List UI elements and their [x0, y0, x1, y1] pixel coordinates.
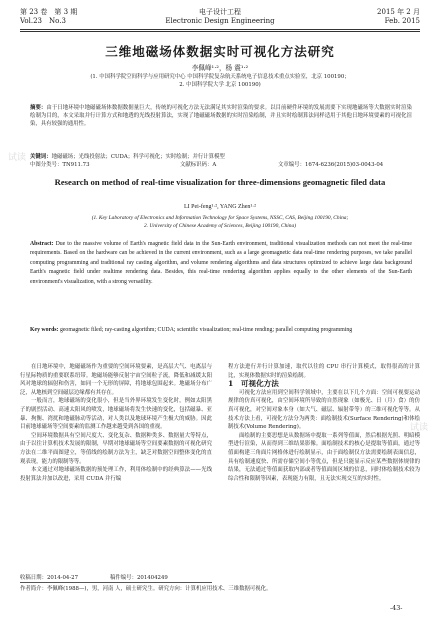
- date-cn: 2015 年 2 月: [377, 8, 420, 16]
- section-heading: 1 可视化方法: [228, 379, 279, 389]
- affiliations-en: [45, 214, 395, 230]
- keywords-cn-text: 地磁磁场；光线投射法；CUDA；科学可视化；实时绘制；并行计算模型: [51, 154, 225, 160]
- volume-issue-en: Vol.23 No.3: [20, 17, 66, 25]
- body-paragraph: 在日地环境中，地磁磁场作为重要的空间环境要素，是高层大气、电离层与行星际物质的重要联系纽带。地磁场能够反射宇宙空间粒子流，降低和减缓太阳风对地球的辐射和伤害，如同一个无形的屏障，将地球包围起来。地磁场分布广泛，从地核到空间磁层边缘都有其存在。: [20, 364, 212, 396]
- document-code: 文献标识码：A: [180, 162, 217, 168]
- abstract-en: [30, 240, 412, 287]
- date-en: Feb. 2015: [384, 17, 420, 25]
- paper-title-en: Research on method of real-time visualization for three-dimensions geomagnetic filed data: [54, 177, 386, 187]
- authors-en: LI Pei-feng¹·², YANG Zhen¹·²: [184, 204, 256, 210]
- keywords-cn-label: 关键词：: [30, 154, 52, 160]
- article-number: 文章编号：1674-6236(2015)03-0043-04: [278, 162, 384, 168]
- abstract-cn: [30, 104, 412, 129]
- journal-name-en: Electronic Design Engineering: [165, 17, 275, 25]
- affiliation-en-1: (1. Key Laboratory of Electronics and Information Technology for Space Systems, NSSC, CAS, Beijing 100190, China;: [91, 215, 349, 221]
- affiliations-cn: [40, 73, 400, 89]
- affiliation-cn-2: 2. 中国科学院大学 北京 100190): [179, 82, 261, 88]
- header-rule: [20, 29, 420, 30]
- abstract-cn-label: 摘要：: [30, 105, 47, 111]
- abstract-en-text: Due to the massive volume of Earth's magnetic field data in the Sun-Earth environment, traditional visualization methods can not meet the real-time requirements. Based on the hardware can be achieved in the current environment, such as a large geomagnetic data real-time rendering purposes, we take parallel computing programming and traditional ray casting algorithm, and volume rendering algorithms and data structures optimized to achieve large data background Earth's magnetic field under realtime rendering data. Besides, this real-time rendering algorithm applies equally to the other elements of the Sun-Earth environment's visualization, with a strong versatility.: [30, 241, 412, 285]
- body-paragraph: 空间环境数据具有空间尺度大、变化复杂、数据种类多、数据量大等特点，由于以往计算机技术发展的限制，早期对地球磁场等空间要素数据的可视化研究方法在二维平面图建立，等值线的绘制方法为主，缺乏对数据空间整体变化的直观表现，能力的限制等等。: [20, 432, 212, 465]
- header-rule-2: [20, 31, 420, 32]
- journal-name-cn: 电子设计工程: [199, 8, 241, 16]
- author-footnote: 作者简介：李佩峰(1988—)，男，河南 人，硕士研究生。研究方向：计算机应用技术、三维数据可视化。: [20, 586, 272, 592]
- body-paragraph: 本文通过对地球磁场数据的预处理工作，利用体绘制中的经典算法——光线投射算法并加以改进，采用 CUDA 并行编: [20, 467, 212, 482]
- page-number: -43-: [390, 604, 403, 612]
- clc-number: 中图分类号：TN911.73: [30, 162, 90, 168]
- keywords-cn: [30, 153, 412, 161]
- affiliation-cn-1: (1. 中国科学院空间科学与应用研究中心 中国科学院复杂航天系统电子信息技术重点实验室，北京 100190；: [90, 74, 350, 80]
- footnote-rule: [20, 582, 212, 583]
- affiliation-en-2: 2. University of Chinese Academy of Sciences, Beijing 100190, China): [143, 223, 296, 229]
- body-paragraph: 可视化方法应用到空间科学领域中，主要在以下几个方面：空间可视要运动规律的仿真可视化，由空间环境所导致的自然现象（如极光、日（月）食）的仿真可视化，对空间对象本身（如大气、磁层、辐射带等）的三维可视化等等。从技术方法上看，可视化方法分为两类：面绘制技术(Surface Rendering)和体绘制技术(Volume Rendering)。: [228, 389, 420, 431]
- abstract-en-label: Abstract:: [30, 241, 54, 247]
- abstract-cn-text: 由于日地环境中地磁磁场体数据数据量巨大，传统的可视化方法无法满足其实时渲染的要求。以目前硬件环境的发展需要下实现地磁场等大数据实时渲染绘制为目的，本文采取并行计算方式和地透的光线投射算法，实现了地磁磁场数据的实时渲染绘制，并且实时绘制算法同样适用于其他日地环境要素的可视化渲染，具有较强的通用性。: [30, 105, 412, 128]
- watermark-text: 试读: [410, 423, 429, 433]
- paper-title-cn: 三维地磁场体数据实时可视化方法研究: [105, 44, 335, 59]
- keywords-en-label: Key words:: [30, 327, 59, 333]
- manuscript-number: 稿件编号：201404249: [110, 575, 168, 581]
- authors-cn: 李佩峰¹·²，杨 震¹·²: [191, 64, 249, 72]
- volume-issue-cn: 第 23 卷 第 3 期: [20, 8, 78, 16]
- body-left-column: [20, 363, 212, 483]
- body-paragraph: 面绘制的主要思想是从数据场中提取一系列等值面，然后根据光照、明暗模型进行渲染，从而得到三维结果影像。面绘制技术的核心是提取等值面，通过等值面构建三角面片网格体进行绘制显示，由于面绘制仅方法需要绘制表面信息，具有绘制速度快、所需存储空间小等优点，但是只能显示反应某些数据体规律的结果，无法通过等值面获取内部或者等值面间区域的信息，同时体绘制技术较为综合性和限制等因素，表现能力有限，且无法实现交互的实时性。: [228, 432, 420, 482]
- received-date: 收稿日期：2014-04-27: [20, 575, 79, 581]
- watermark-text: 试读: [8, 153, 27, 163]
- body-paragraph-continued: 程方法进行并行计算加速，取代以往的 CPU 串行计算模式，取得很高的计算比，实现体数据实时的渲染绘制。: [228, 364, 420, 379]
- body-paragraph: 一般而言，地球磁场的变化很小，但是当外界环境发生变化时，例如太阳黑子的剧烈活动、高速太阳风的喷发，地球磁场将发生快速的变化，包括磁暴、亚暴、拘衡、湾扰和地磁脉动等活动，对人类以及地球环境产生极大的威胁。因此目前地球磁场等空间要素的监测工作越来越受到各国的重视。: [20, 398, 212, 431]
- keywords-en-text: geomagnetic filed; ray-casting algorithm; CUDA; scientific visualization; real-time rending; parallel computing programming: [59, 327, 353, 333]
- body-right-column: [228, 363, 420, 483]
- keywords-en: [30, 326, 412, 335]
